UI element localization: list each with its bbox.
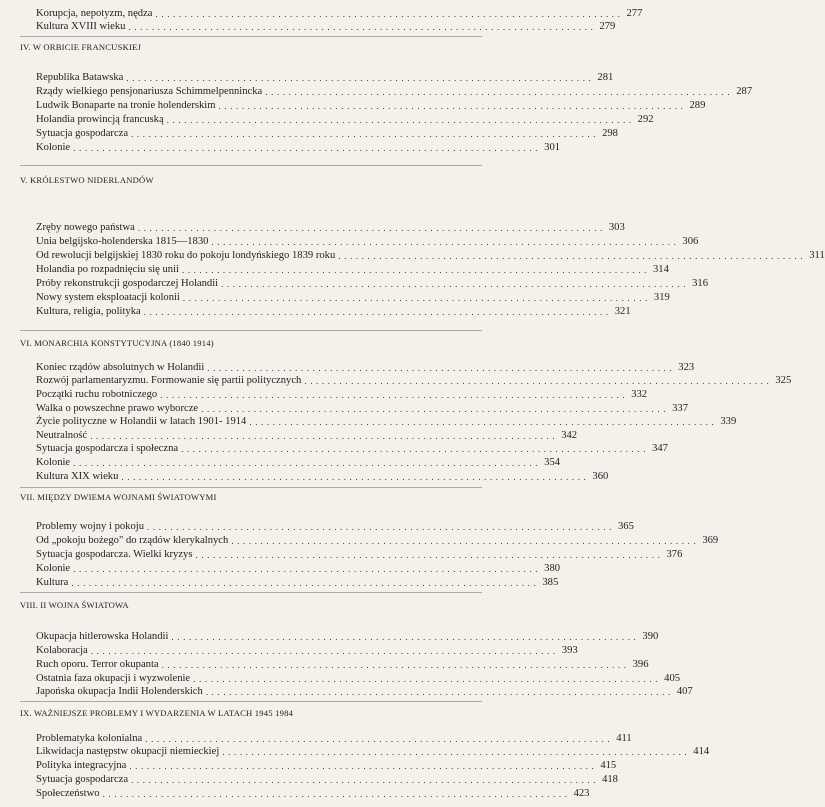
entry-page: 303 [608, 222, 625, 233]
leader-dots: ................................................................................ [231, 536, 700, 546]
toc-entry [36, 673, 681, 685]
entry-page: 376 [666, 549, 683, 560]
toc-entry [36, 563, 561, 575]
entry-title: Od rewolucji belgijskiej 1830 roku do pokoju londyńskiego 1839 roku [36, 250, 336, 261]
entry-page: 298 [602, 128, 618, 139]
toc-entry [36, 549, 683, 561]
toc-entry [36, 788, 590, 800]
toc-entry [36, 389, 648, 401]
toc-entry [36, 535, 719, 547]
entry-page: 423 [573, 788, 590, 799]
toc-entry [36, 236, 699, 248]
leader-dots: ................................................................................ [222, 747, 691, 757]
toc-entry [36, 443, 668, 455]
entry-title: Koniec rządów absolutnych w Holandii [36, 362, 205, 373]
leader-dots: ................................................................................ [218, 101, 687, 111]
entry-title: Kolonie [36, 142, 71, 153]
toc-entry [36, 774, 618, 786]
toc-entry [36, 100, 706, 112]
entry-page: 411 [616, 733, 632, 744]
entry-page: 393 [561, 645, 578, 656]
toc-entry [36, 375, 792, 387]
leader-dots: ................................................................................ [181, 265, 650, 275]
entry-page: 380 [544, 563, 561, 574]
leader-dots: ................................................................................ [338, 251, 807, 261]
toc-entry [36, 222, 625, 234]
leader-dots: ................................................................................ [205, 687, 674, 697]
entry-page: 390 [642, 631, 659, 642]
section-heading: IV. W ORBICIE FRANCUSKIEJ [20, 42, 142, 52]
toc-entry [36, 292, 670, 304]
entry-title: Kultura XIX wieku [36, 471, 119, 482]
entry-title: Próby rekonstrukcji gospodarczej Holandii [36, 278, 219, 289]
toc-entry [36, 306, 631, 318]
leader-dots: ................................................................................ [73, 458, 542, 468]
entry-page: 360 [592, 471, 609, 482]
section-heading: VIII. II WOJNA ŚWIATOWA [20, 600, 129, 610]
leader-dots: ................................................................................ [201, 404, 670, 414]
leader-dots: ................................................................................ [129, 761, 598, 771]
leader-dots: ................................................................................ [145, 734, 614, 744]
entry-page: 369 [702, 535, 719, 546]
entry-page: 385 [542, 577, 559, 588]
leader-dots: ................................................................................ [143, 307, 612, 317]
leader-dots: ................................................................................ [121, 472, 590, 482]
section-heading: V. KRÓLESTWO NIDERLANDÓW [20, 175, 154, 185]
entry-title: Republika Batawska [36, 72, 124, 83]
leader-dots: ................................................................................ [147, 522, 615, 532]
toc-entry [36, 430, 578, 442]
entry-page: 292 [637, 114, 654, 125]
leader-dots: ................................................................................ [126, 73, 595, 83]
leader-dots: ................................................................................ [131, 129, 600, 139]
entry-page: 415 [600, 760, 617, 771]
entry-page: 414 [693, 746, 710, 757]
toc-entry [36, 659, 649, 671]
entry-title: Ostatnia faza okupacji i wyzwolenie [36, 673, 191, 684]
entry-title: Kolaboracja [36, 645, 88, 656]
toc-entry [36, 8, 643, 20]
entry-title: Nowy system eksploatacji kolonii [36, 292, 180, 303]
entry-title: Kultura XVIII wieku [36, 21, 126, 32]
toc-entry [36, 142, 561, 154]
entry-page: 354 [544, 457, 561, 468]
toc-entry [36, 631, 659, 643]
entry-title: Rozwój parlamentaryzmu. Formowanie się partii politycznych [36, 375, 302, 386]
entry-page: 325 [775, 375, 792, 386]
leader-dots: ................................................................................ [102, 789, 571, 799]
entry-page: 337 [672, 403, 688, 414]
entry-title: Likwidacja następstw okupacji niemieckiej [36, 746, 220, 757]
leader-dots: ................................................................................ [73, 143, 542, 153]
entry-title: Kolonie [36, 563, 71, 574]
toc-entry [36, 746, 710, 758]
toc-entry [36, 362, 695, 374]
entry-title: Społeczeństwo [36, 788, 100, 799]
section-divider [20, 592, 482, 593]
entry-page: 289 [689, 100, 706, 111]
entry-title: Kolonie [36, 457, 71, 468]
entry-title: Problematyka kolonialna [36, 733, 143, 744]
entry-page: 405 [664, 673, 681, 684]
leader-dots: ................................................................................ [90, 431, 559, 441]
entry-title: Problemy wojny i pokoju [36, 521, 144, 532]
leader-dots: ................................................................................ [265, 87, 734, 97]
toc-entry [36, 114, 654, 126]
leader-dots: ................................................................................ [137, 223, 606, 233]
entry-title: Rządy wielkiego pensjonariusza Schimmelpenninckа [36, 86, 263, 97]
leader-dots: ................................................................................ [195, 550, 664, 560]
entry-title: Okupacja hitlerowska Holandii [36, 631, 169, 642]
toc-entry [36, 645, 578, 657]
entry-title: Sytuacja gospodarcza [36, 128, 129, 139]
entry-page: 301 [544, 142, 561, 153]
leader-dots: ................................................................................ [211, 237, 680, 247]
entry-page: 407 [676, 686, 693, 697]
toc-entry [36, 760, 617, 772]
leader-dots: ................................................................................ [160, 390, 629, 400]
entry-title: Sytuacja gospodarcza. Wielki kryzys [36, 549, 193, 560]
section-divider [20, 330, 482, 331]
toc-entry [36, 416, 737, 428]
section-divider [20, 487, 482, 488]
section-divider [20, 36, 482, 37]
leader-dots: ................................................................................ [181, 444, 650, 454]
entry-title: Polityka integracyjna [36, 760, 127, 771]
toc-entry [36, 21, 616, 33]
leader-dots: ................................................................................ [304, 376, 773, 386]
entry-page: 281 [597, 72, 614, 83]
leader-dots: ................................................................................ [171, 632, 640, 642]
section-heading: VII. MIĘDZY DWIEMA WOJNAMI ŚWIATOWYMI [20, 492, 217, 502]
entry-title: Holandia prowincją francuską [36, 114, 164, 125]
section-divider [20, 701, 482, 702]
entry-title: Holandia po rozpadnięciu się unii [36, 264, 179, 275]
entry-page: 332 [631, 389, 648, 400]
entry-page: 279 [599, 21, 616, 32]
leader-dots: ................................................................................ [166, 115, 635, 125]
entry-title: Japońska okupacja Indii Holenderskich [36, 686, 203, 697]
entry-title: Ludwik Bonaparte na tronie holenderskim [36, 100, 216, 111]
entry-title: Walka o powszechne prawo wyborcze [36, 403, 199, 414]
entry-title: Początki ruchu robotniczego [36, 389, 158, 400]
toc-entry [36, 733, 632, 745]
toc-entry [36, 577, 559, 589]
leader-dots: ................................................................................ [155, 9, 624, 19]
toc-entry [36, 457, 561, 469]
entry-page: 314 [652, 264, 669, 275]
entry-page: 365 [618, 521, 634, 532]
leader-dots: ................................................................................ [131, 775, 600, 785]
toc-entry [36, 471, 609, 483]
entry-page: 311 [809, 250, 825, 261]
entry-page: 396 [632, 659, 649, 670]
entry-page: 418 [602, 774, 618, 785]
entry-page: 321 [614, 306, 631, 317]
leader-dots: ................................................................................ [128, 22, 597, 32]
entry-title: Od „pokoju bożego" do rządów klerykalnych [36, 535, 229, 546]
toc-entry [36, 72, 614, 84]
entry-title: Kultura [36, 577, 69, 588]
entry-title: Zręby nowego państwa [36, 222, 135, 233]
entry-page: 347 [652, 443, 668, 454]
toc-entry [36, 521, 634, 533]
toc-entry [36, 278, 709, 290]
leader-dots: ................................................................................ [193, 674, 662, 684]
section-divider [20, 165, 482, 166]
toc-entry [36, 686, 693, 698]
entry-title: Korupcja, nepotyzm, nędza [36, 8, 153, 19]
entry-title: Sytuacja gospodarcza i społeczna [36, 443, 179, 454]
leader-dots: ................................................................................ [71, 578, 540, 588]
entry-title: Kultura, religia, polityka [36, 306, 141, 317]
leader-dots: ................................................................................ [207, 363, 676, 373]
entry-title: Ruch oporu. Terror okupanta [36, 659, 159, 670]
entry-title: Unia belgijsko-holenderska 1815—1830 [36, 236, 209, 247]
entry-page: 277 [626, 8, 643, 19]
section-heading: VI. MONARCHIA KONSTYTUCYJNA (1840 1914) [20, 338, 214, 348]
leader-dots: ................................................................................ [249, 417, 718, 427]
leader-dots: ................................................................................ [182, 293, 651, 303]
entry-page: 287 [736, 86, 753, 97]
leader-dots: ................................................................................ [221, 279, 690, 289]
leader-dots: ................................................................................ [90, 646, 559, 656]
toc-entry [36, 264, 669, 276]
entry-page: 342 [561, 430, 578, 441]
leader-dots: ................................................................................ [73, 564, 542, 574]
entry-title: Neutralność [36, 430, 88, 441]
entry-title: Życie polityczne w Holandii w latach 1901- 1914 [36, 416, 247, 427]
entry-page: 306 [682, 236, 699, 247]
toc-entry [36, 403, 688, 415]
entry-page: 319 [653, 292, 670, 303]
section-heading: IX. WAŻNIEJSZE PROBLEMY I WYDARZENIA W LATACH 1945 1984 [20, 708, 294, 718]
toc-entry [36, 128, 618, 140]
entry-page: 339 [720, 416, 737, 427]
entry-title: Sytuacja gospodarcza [36, 774, 129, 785]
toc-entry [36, 86, 753, 98]
toc-entry [36, 250, 825, 262]
entry-page: 316 [692, 278, 709, 289]
entry-page: 323 [678, 362, 695, 373]
leader-dots: ................................................................................ [161, 660, 630, 670]
